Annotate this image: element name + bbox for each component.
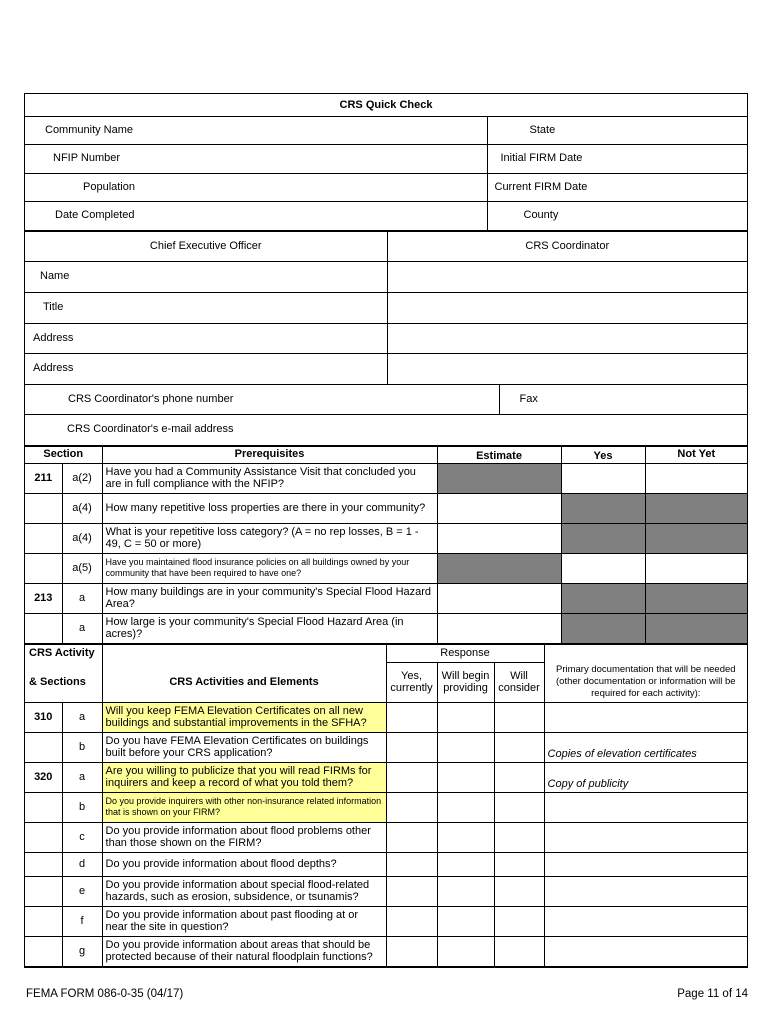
initial-firm-date-field[interactable] bbox=[487, 144, 747, 173]
subsection: a(5) bbox=[62, 553, 102, 583]
table-row bbox=[25, 463, 747, 493]
will-begin-header: Will begin providing bbox=[437, 662, 494, 702]
documentation-cell bbox=[544, 822, 747, 852]
ceo-address-2-field[interactable] bbox=[25, 353, 387, 384]
not-yet-cell-disabled bbox=[645, 523, 747, 553]
not-yet-cell[interactable] bbox=[645, 553, 747, 583]
will-consider-cell[interactable] bbox=[494, 792, 544, 822]
will-consider-cell[interactable] bbox=[494, 762, 544, 792]
table-row bbox=[25, 876, 747, 906]
address-label: Address bbox=[33, 331, 74, 344]
table-row bbox=[25, 732, 747, 762]
not-yet-cell[interactable] bbox=[645, 463, 747, 493]
section-number bbox=[25, 936, 62, 966]
will-begin-cell[interactable] bbox=[437, 822, 494, 852]
yes-currently-cell[interactable] bbox=[386, 876, 437, 906]
population-label: Population bbox=[83, 180, 135, 193]
will-begin-cell[interactable] bbox=[437, 702, 494, 732]
will-consider-header: Will consider bbox=[494, 662, 544, 702]
chief-executive-officer-heading: Chief Executive Officer bbox=[25, 231, 387, 261]
section-number bbox=[25, 852, 62, 876]
not-yet-cell-disabled bbox=[645, 613, 747, 643]
activity-question: Are you willing to publicize that you will read FIRMs for inquirers and keep a record of what you told them? bbox=[102, 762, 386, 792]
documentation-cell bbox=[544, 702, 747, 732]
section-number: 310 bbox=[25, 702, 62, 732]
coordinator-name-field[interactable] bbox=[387, 261, 747, 292]
table-row bbox=[25, 702, 747, 732]
section-number bbox=[25, 906, 62, 936]
date-completed-field[interactable] bbox=[25, 201, 487, 230]
prerequisites-table bbox=[25, 446, 747, 644]
prerequisite-question: How many buildings are in your community's Special Flood Hazard Area? bbox=[102, 583, 437, 613]
section-number: 320 bbox=[25, 762, 62, 792]
table-row bbox=[25, 792, 747, 822]
email-field[interactable] bbox=[25, 414, 747, 445]
estimate-cell[interactable] bbox=[437, 583, 561, 613]
will-begin-cell[interactable] bbox=[437, 762, 494, 792]
will-consider-cell[interactable] bbox=[494, 822, 544, 852]
activity-question: Do you provide inquirers with other non-insurance related information that is shown on your FIRM? bbox=[102, 792, 386, 822]
coordinator-title-field[interactable] bbox=[387, 292, 747, 323]
will-consider-cell[interactable] bbox=[494, 876, 544, 906]
section-number bbox=[25, 553, 62, 583]
subsection: a bbox=[62, 613, 102, 643]
title-label: Title bbox=[43, 301, 64, 314]
section-number bbox=[25, 613, 62, 643]
community-info-table bbox=[25, 94, 747, 231]
section-number: 213 bbox=[25, 583, 62, 613]
table-row bbox=[25, 822, 747, 852]
subsection: e bbox=[62, 876, 102, 906]
prerequisite-question: Have you had a Community Assistance Visit that concluded you are in full compliance with the NFIP? bbox=[102, 463, 437, 493]
email-label: CRS Coordinator's e-mail address bbox=[67, 423, 234, 436]
activity-question: Do you provide information about flood depths? bbox=[102, 852, 386, 876]
documentation-header-spacer bbox=[544, 644, 747, 662]
will-begin-cell[interactable] bbox=[437, 792, 494, 822]
yes-currently-cell[interactable] bbox=[386, 792, 437, 822]
table-row bbox=[25, 762, 747, 792]
community-name-field[interactable] bbox=[25, 116, 487, 144]
name-label: Name bbox=[40, 270, 70, 283]
subsection: a(4) bbox=[62, 523, 102, 553]
table-row bbox=[25, 493, 747, 523]
page-number: Page 11 of 14 bbox=[677, 988, 748, 1000]
estimate-cell[interactable] bbox=[437, 613, 561, 643]
table-row bbox=[25, 906, 747, 936]
subsection: a(4) bbox=[62, 493, 102, 523]
crs-activities-table bbox=[25, 644, 747, 967]
documentation-cell bbox=[544, 936, 747, 966]
form-title: CRS Quick Check bbox=[25, 94, 747, 116]
yes-cell-disabled bbox=[561, 613, 645, 643]
phone-label: CRS Coordinator's phone number bbox=[68, 392, 234, 405]
activity-question: Do you have FEMA Elevation Certificates on buildings built before your CRS application? bbox=[102, 732, 386, 762]
form-id: FEMA FORM 086-0-35 (04/17) bbox=[26, 988, 184, 1000]
nfip-number-field[interactable] bbox=[25, 144, 487, 173]
yes-currently-cell[interactable] bbox=[386, 702, 437, 732]
documentation-cell bbox=[544, 852, 747, 876]
subsection: a bbox=[62, 583, 102, 613]
ceo-address-field[interactable] bbox=[25, 323, 387, 353]
county-field[interactable] bbox=[487, 201, 747, 230]
not-yet-cell-disabled bbox=[645, 583, 747, 613]
address-2-label: Address bbox=[33, 362, 74, 375]
will-begin-cell[interactable] bbox=[437, 852, 494, 876]
fax-label: Fax bbox=[519, 392, 538, 405]
will-begin-cell[interactable] bbox=[437, 732, 494, 762]
estimate-cell[interactable] bbox=[437, 523, 561, 553]
will-consider-cell[interactable] bbox=[494, 906, 544, 936]
sections-header: & Sections bbox=[25, 662, 102, 702]
subsection: f bbox=[62, 906, 102, 936]
not-yet-cell-disabled bbox=[645, 493, 747, 523]
yes-cell-disabled bbox=[561, 583, 645, 613]
elements-header-spacer bbox=[102, 644, 386, 662]
yes-currently-cell[interactable] bbox=[386, 852, 437, 876]
table-row bbox=[25, 613, 747, 643]
elements-header: CRS Activities and Elements bbox=[102, 662, 386, 702]
yes-header: Yes bbox=[561, 446, 645, 463]
table-row bbox=[25, 553, 747, 583]
subsection: a(2) bbox=[62, 463, 102, 493]
prerequisite-question: Have you maintained flood insurance policies on all buildings owned by your community that have been required to have one? bbox=[102, 553, 437, 583]
population-field[interactable] bbox=[25, 173, 487, 201]
activity-question: Will you keep FEMA Elevation Certificates on all new buildings and substantial improvements in the SFHA? bbox=[102, 702, 386, 732]
not-yet-header: Not Yet bbox=[645, 446, 747, 463]
documentation-cell bbox=[544, 792, 747, 822]
crs-activity-header: CRS Activity bbox=[25, 644, 102, 662]
date-completed-label: Date Completed bbox=[55, 209, 135, 222]
activity-question: Do you provide information about past flooding at or near the site in question? bbox=[102, 906, 386, 936]
estimate-cell-disabled bbox=[437, 553, 561, 583]
will-begin-cell[interactable] bbox=[437, 906, 494, 936]
current-firm-date-label: Current FIRM Date bbox=[494, 180, 588, 193]
subsection: g bbox=[62, 936, 102, 966]
current-firm-date-field[interactable] bbox=[487, 173, 747, 201]
yes-cell-disabled bbox=[561, 493, 645, 523]
yes-currently-cell[interactable] bbox=[386, 762, 437, 792]
yes-cell[interactable] bbox=[561, 553, 645, 583]
activity-question: Do you provide information about special flood-related hazards, such as erosion, subsidence, or tsunamis? bbox=[102, 876, 386, 906]
yes-cell[interactable] bbox=[561, 463, 645, 493]
section-number bbox=[25, 732, 62, 762]
county-label: County bbox=[523, 209, 559, 222]
will-consider-cell[interactable] bbox=[494, 702, 544, 732]
subsection: b bbox=[62, 792, 102, 822]
community-name-label: Community Name bbox=[45, 123, 134, 136]
subsection: b bbox=[62, 732, 102, 762]
yes-currently-cell[interactable] bbox=[386, 822, 437, 852]
documentation-cell bbox=[544, 906, 747, 936]
subsection: c bbox=[62, 822, 102, 852]
will-begin-cell[interactable] bbox=[437, 876, 494, 906]
documentation-header: Primary documentation that will be needed (other documentation or information will be required for each activity): bbox=[544, 662, 747, 702]
estimate-cell[interactable] bbox=[437, 493, 561, 523]
subsection: a bbox=[62, 702, 102, 732]
section-number bbox=[25, 822, 62, 852]
crs-coordinator-heading: CRS Coordinator bbox=[387, 231, 747, 261]
yes-currently-cell[interactable] bbox=[386, 936, 437, 966]
ceo-title-field[interactable] bbox=[25, 292, 387, 323]
ceo-name-field[interactable] bbox=[25, 261, 387, 292]
section-number bbox=[25, 792, 62, 822]
yes-currently-cell[interactable] bbox=[386, 732, 437, 762]
activity-question: Do you provide information about flood problems other than those shown on the FIRM? bbox=[102, 822, 386, 852]
section-number bbox=[25, 493, 62, 523]
yes-cell-disabled bbox=[561, 523, 645, 553]
yes-currently-header: Yes, currently bbox=[386, 662, 437, 702]
nfip-number-label: NFIP Number bbox=[53, 152, 121, 165]
section-header: Section bbox=[25, 446, 102, 463]
table-row bbox=[25, 852, 747, 876]
table-row bbox=[25, 583, 747, 613]
initial-firm-date-label: Initial FIRM Date bbox=[500, 152, 583, 165]
prerequisite-question: What is your repetitive loss category? (A = no rep losses, B = 1 - 49, C = 50 or more) bbox=[102, 523, 437, 553]
section-number bbox=[25, 876, 62, 906]
prerequisites-header: Prerequisites bbox=[102, 446, 437, 463]
subsection: a bbox=[62, 762, 102, 792]
activity-question: Do you provide information about areas that should be protected because of their natural floodplain functions? bbox=[102, 936, 386, 966]
crs-quick-check-form bbox=[24, 93, 748, 968]
documentation-cell bbox=[544, 876, 747, 906]
section-number bbox=[25, 523, 62, 553]
table-row bbox=[25, 936, 747, 966]
fax-field[interactable] bbox=[499, 384, 747, 414]
yes-currently-cell[interactable] bbox=[386, 906, 437, 936]
prerequisite-question: How many repetitive loss properties are there in your community? bbox=[102, 493, 437, 523]
response-header: Response bbox=[386, 644, 544, 662]
estimate-header: Estimate bbox=[437, 446, 561, 463]
state-field[interactable] bbox=[487, 116, 747, 144]
phone-field[interactable] bbox=[25, 384, 499, 414]
coordinator-address-2-field[interactable] bbox=[387, 353, 747, 384]
state-label: State bbox=[529, 123, 556, 136]
contacts-table bbox=[25, 231, 747, 446]
documentation-cell: Copies of elevation certificates bbox=[544, 732, 747, 762]
estimate-cell-disabled bbox=[437, 463, 561, 493]
documentation-cell: Copy of publicity bbox=[544, 762, 747, 792]
coordinator-address-field[interactable] bbox=[387, 323, 747, 353]
table-row bbox=[25, 523, 747, 553]
subsection: d bbox=[62, 852, 102, 876]
will-consider-cell[interactable] bbox=[494, 936, 544, 966]
prerequisite-question: How large is your community's Special Flood Hazard Area (in acres)? bbox=[102, 613, 437, 643]
will-begin-cell[interactable] bbox=[437, 936, 494, 966]
will-consider-cell[interactable] bbox=[494, 852, 544, 876]
section-number: 211 bbox=[25, 463, 62, 493]
will-consider-cell[interactable] bbox=[494, 732, 544, 762]
